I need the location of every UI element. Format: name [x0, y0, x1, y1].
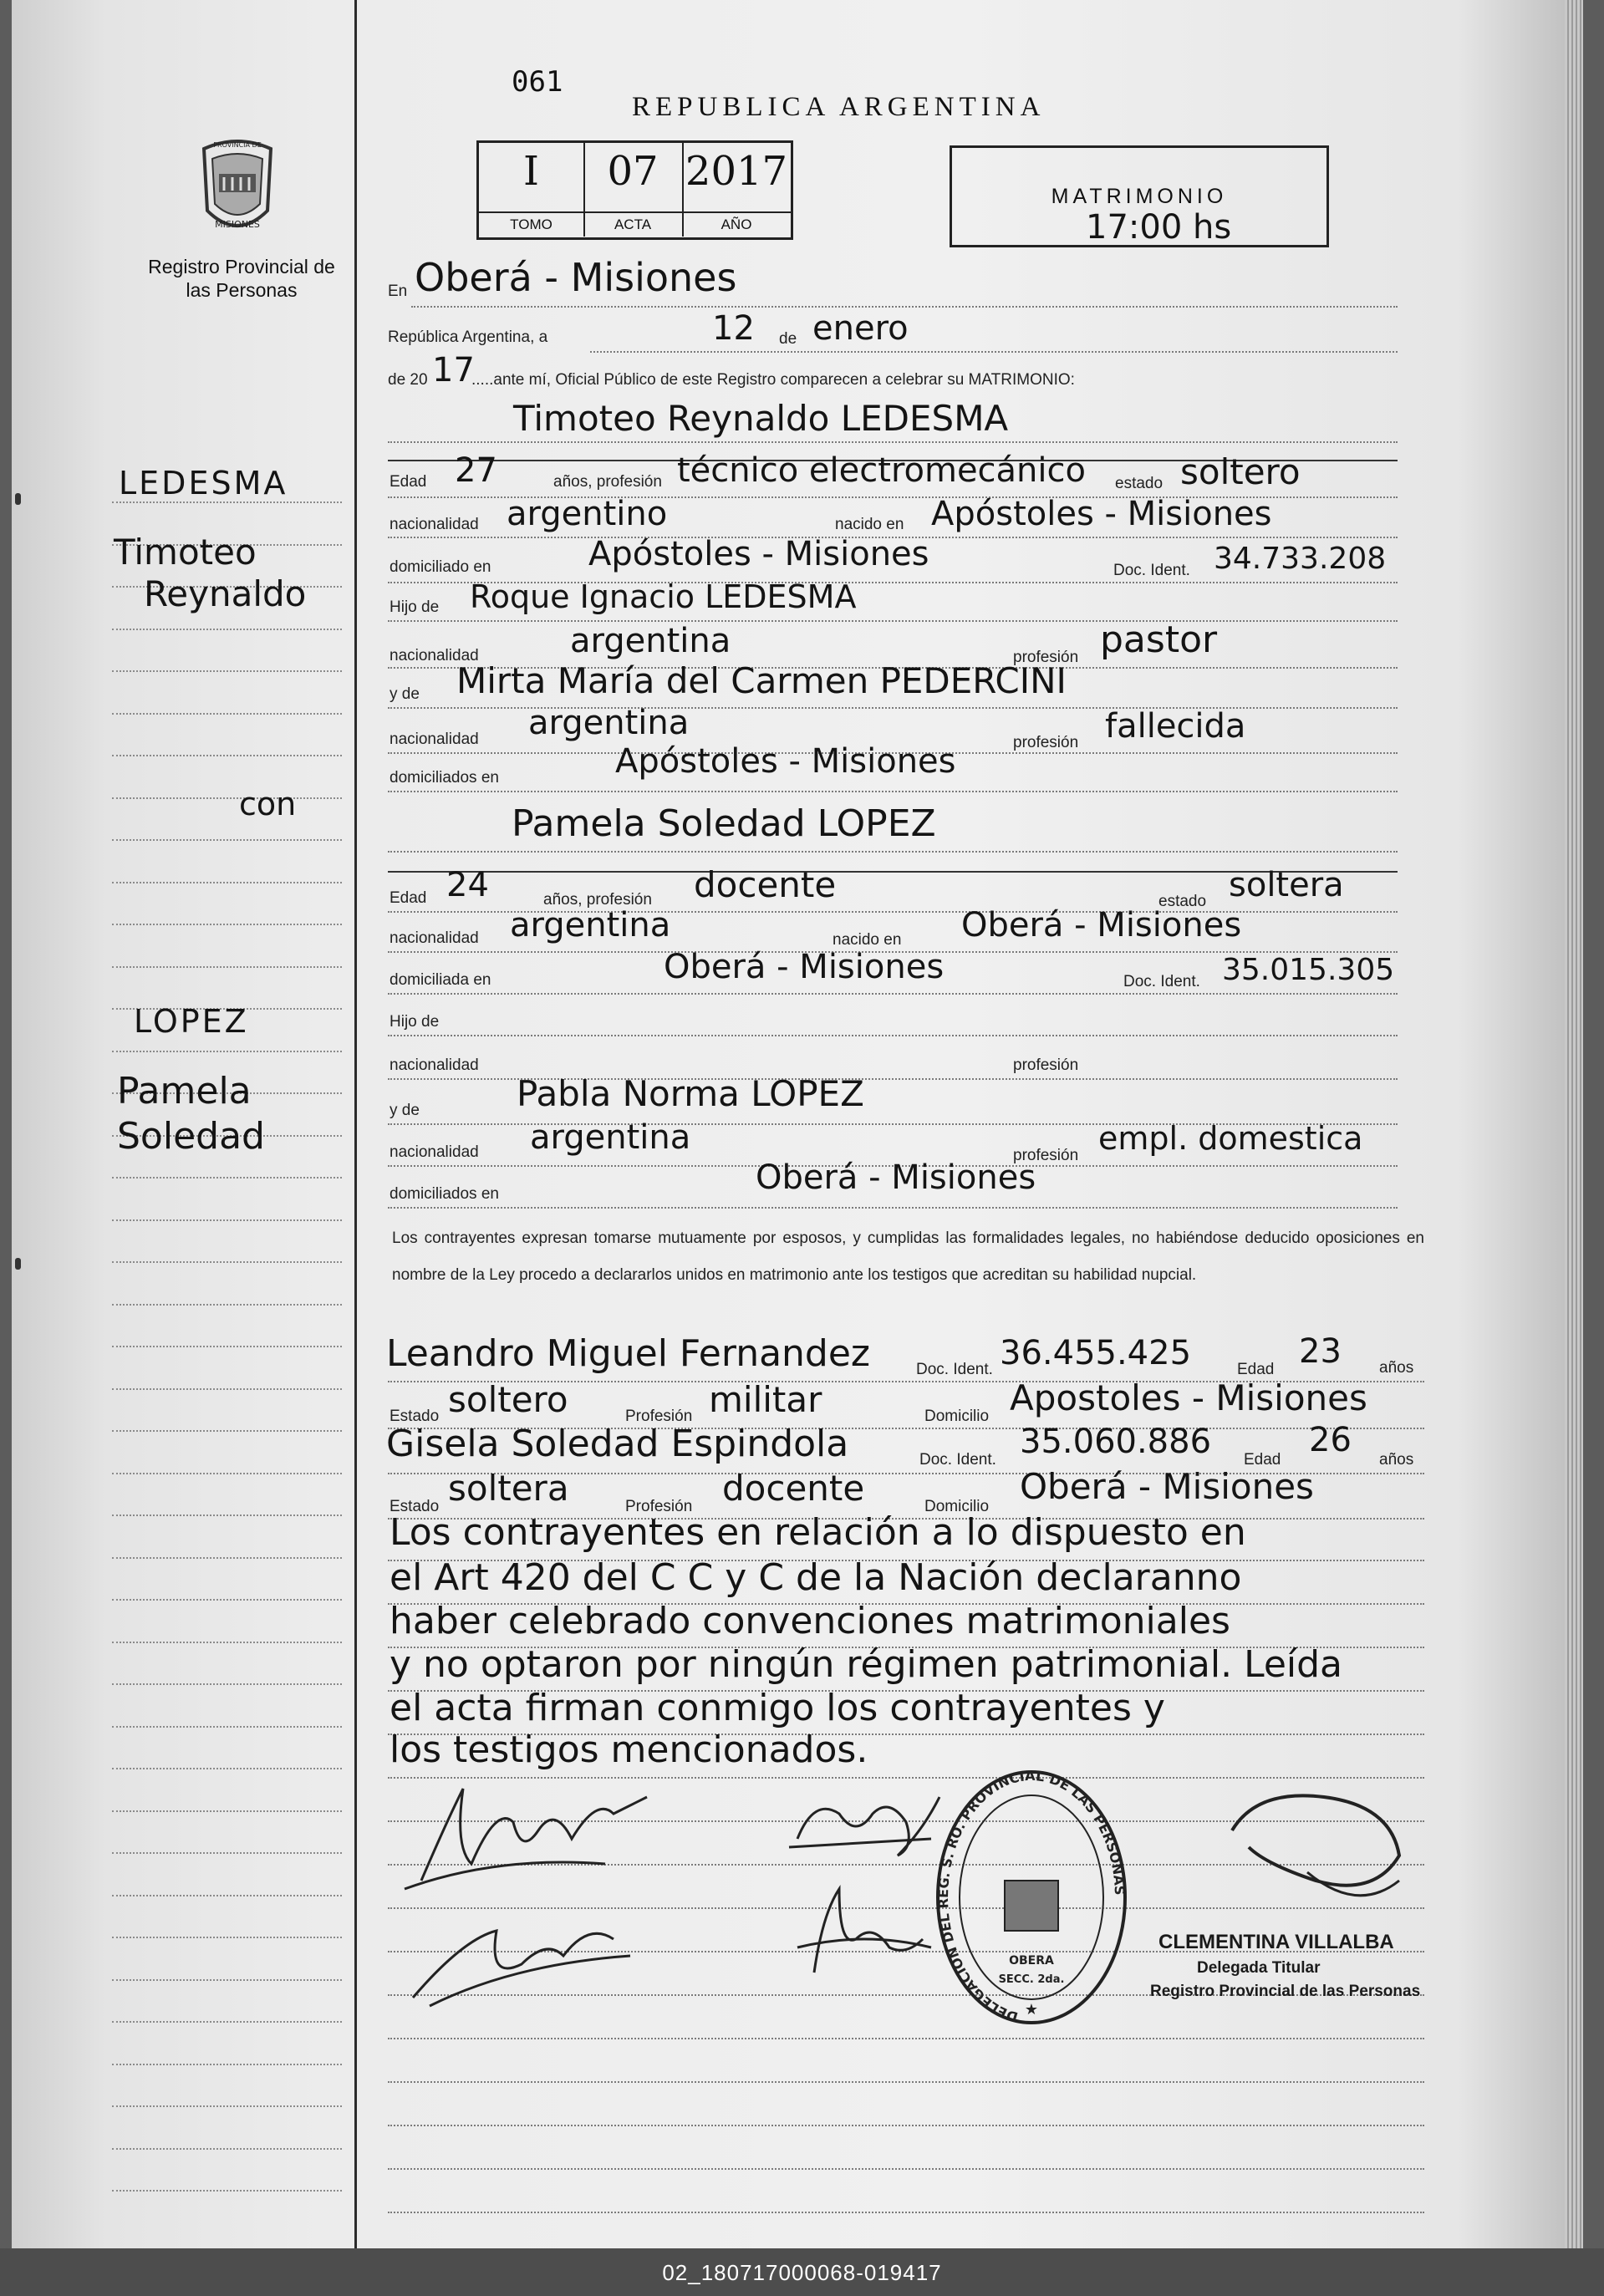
margin-rule-line [112, 2105, 342, 2107]
groom-nationality: argentino [507, 495, 668, 533]
official-office: Registro Provincial de las Personas [1150, 1983, 1421, 2000]
witness-2-estado-label: Estado [390, 1498, 440, 1515]
groom-mother-profession: fallecida [1105, 707, 1246, 746]
witness-2-dom-label: Domicilio [924, 1498, 990, 1515]
margin-rule-line [112, 1177, 342, 1179]
margin-rule-line [112, 882, 342, 883]
seal-inner-2: SECC. 2da. [998, 1973, 1065, 1986]
de-label: de [779, 330, 797, 348]
note-line: haber celebrado convenciones matrimoniales [390, 1600, 1230, 1642]
margin-rule-line [112, 1726, 342, 1728]
tomo-caption: TOMO [479, 211, 583, 237]
margin-rule-line [112, 797, 342, 799]
witness-2-name: Gisela Soledad Espindola [386, 1423, 849, 1465]
groom-father-nationality: argentina [570, 622, 731, 660]
mother-yde-label: y de [390, 685, 420, 703]
bride-profession: docente [694, 864, 837, 905]
witness-1-domicile: Apostoles - Misiones [1010, 1377, 1367, 1418]
margin-rule-line [112, 924, 342, 925]
margin-rule-line [112, 1683, 342, 1685]
registry-label: Registro Provincial de las Personas [148, 256, 335, 301]
groom-estado-label: estado [1115, 475, 1164, 492]
official-seal [931, 1764, 1132, 2039]
father-nac-label: nacionalidad [390, 647, 479, 664]
margin-rule-line [112, 1979, 342, 1981]
bride-age: 24 [446, 866, 489, 904]
bride-domiciliada-label: domiciliada en [390, 971, 491, 989]
tomo-cell [479, 143, 585, 237]
bride-full-name: Pamela Soledad LOPEZ [512, 802, 936, 845]
margin-rule-line [112, 1304, 342, 1306]
bride-mother-profession: empl. domestica [1098, 1120, 1363, 1157]
bride-mother-yde-label: y de [390, 1102, 420, 1119]
year-prefix: de 20 [388, 371, 428, 389]
anio-cell [682, 143, 791, 237]
image-footer [0, 2248, 1604, 2296]
rule [388, 2081, 1424, 2083]
rule [590, 351, 1398, 353]
witness-2-doc-label: Doc. Ident. [919, 1451, 996, 1469]
rule [388, 1035, 1398, 1036]
margin-rule-line [112, 1346, 342, 1347]
rule [388, 2168, 1424, 2170]
svg-text:★: ★ [1024, 2001, 1039, 2018]
year-suffix: 17 [432, 351, 475, 389]
tomo-value: I [523, 148, 539, 195]
bride-mother-nationality: argentina [530, 1118, 691, 1157]
rule [388, 2212, 1424, 2213]
margin-rule-line [112, 1810, 342, 1812]
image-code: 02_180717000068-019417 [662, 2260, 942, 2285]
margin-rule-line [112, 2148, 342, 2150]
record-type-box [950, 145, 1329, 247]
witness-2-profession: docente [722, 1468, 865, 1509]
seal-inner-1: OBERA [1009, 1954, 1054, 1968]
groom-father-profession: pastor [1100, 619, 1218, 661]
margin-rule-line [112, 1852, 342, 1854]
groom-age: 27 [455, 451, 497, 490]
anio-value: 2017 [685, 148, 788, 195]
place: Oberá - Misiones [415, 255, 737, 300]
rule [388, 441, 1398, 443]
margin-rule-line [112, 670, 342, 672]
margin-groom-given-2: Reynaldo [144, 573, 307, 614]
groom-nacido-label: nacido en [835, 516, 904, 533]
bride-father-prof-label: profesión [1013, 1056, 1079, 1074]
country-title: REPUBLICA ARGENTINA [632, 92, 1046, 122]
margin-rule-line [112, 966, 342, 968]
groom-domiciliado-label: domiciliado en [390, 558, 491, 576]
groom-father: Roque Ignacio LEDESMA [470, 578, 857, 615]
rule [388, 2125, 1424, 2126]
bride-domicile: Oberá - Misiones [664, 948, 945, 986]
rule [411, 306, 1398, 308]
groom-birthplace: Apóstoles - Misiones [931, 495, 1272, 533]
margin-rule-line [112, 2021, 342, 2023]
margin-bride-surname: LOPEZ [134, 1003, 249, 1040]
signature-groom [396, 1772, 672, 1906]
margin-rule-line [112, 501, 342, 503]
rule [388, 2038, 1424, 2039]
seal-ring-text: DELEGACION DEL REG. S. RO. PROVINCIAL DE LAS PERSONAS [934, 1767, 1128, 2026]
margin-rule-line [112, 713, 342, 715]
crest-top-text: PROVINCIA DE [213, 141, 262, 149]
groom-hijo-label: Hijo de [390, 598, 440, 616]
witness-1-dom-label: Domicilio [924, 1408, 990, 1425]
volume-box [476, 140, 793, 240]
witness-2-status: soltera [448, 1468, 569, 1509]
margin-rule-line [112, 629, 342, 630]
groom-civil-status: soltero [1180, 451, 1301, 492]
acta-caption: ACTA [583, 211, 682, 237]
provincial-crest-icon [187, 134, 288, 242]
bride-civil-status: soltera [1229, 866, 1344, 904]
note-line: y no optaron por ningún régimen patrimonial. Leída [390, 1643, 1343, 1686]
margin-rule-line [112, 1261, 342, 1263]
margin-bride-given-2: Soledad [117, 1115, 265, 1158]
groom-parents-domicile: Apóstoles - Misiones [615, 742, 956, 781]
bride-nationality: argentina [510, 906, 671, 944]
bride-father-nac-label: nacionalidad [390, 1056, 479, 1074]
binding-hole [15, 1258, 21, 1270]
binding-hole [15, 493, 21, 505]
groom-edad-label: Edad [390, 473, 427, 491]
bride-edad-label: Edad [390, 889, 427, 907]
bride-birthplace: Oberá - Misiones [961, 906, 1242, 944]
bride-hijo-label: Hijo de [390, 1013, 440, 1031]
witness-2-edad-label: Edad [1244, 1451, 1281, 1469]
signature-witness-2 [781, 1881, 948, 1989]
witness-1-anios-label: años [1379, 1359, 1414, 1377]
margin-rule-line [112, 1515, 342, 1516]
margin-rule-line [112, 1219, 342, 1221]
parents-dom-label: domiciliados en [390, 769, 499, 787]
bride-parents-domicile: Oberá - Misiones [756, 1158, 1036, 1197]
bride-parents-dom-label: domiciliados en [390, 1185, 499, 1203]
witness-1-edad-label: Edad [1237, 1361, 1275, 1378]
appearance-statement: .....ante mí, Oficial Público de este Registro comparecen a celebrar su MATRIMONIO: [471, 371, 1075, 389]
groom-nac-label: nacionalidad [390, 516, 479, 533]
signature-witness-1 [781, 1780, 948, 1872]
acta-cell [583, 143, 684, 237]
witness-1-age: 23 [1299, 1332, 1342, 1371]
margin-rule [354, 0, 357, 2248]
margin-groom-given-1: Timoteo [114, 532, 257, 573]
margin-rule-line [112, 2190, 342, 2192]
margin-rule-line [112, 1051, 342, 1052]
note-line: Los contrayentes en relación a lo dispuesto en [390, 1511, 1246, 1554]
bride-doc: 35.015.305 [1222, 953, 1395, 987]
rule [388, 993, 1398, 995]
witness-2-doc: 35.060.886 [1020, 1423, 1212, 1461]
bride-mother: Pabla Norma LOPEZ [517, 1073, 864, 1114]
witness-2-domicile: Oberá - Misiones [1020, 1466, 1314, 1507]
margin-groom-surname: LEDESMA [119, 465, 288, 501]
margin-rule-line [112, 1642, 342, 1643]
margin-rule-line [112, 1895, 342, 1896]
bride-mother-prof-label: profesión [1013, 1147, 1079, 1164]
acta-value: 07 [607, 148, 659, 195]
record-type-title: MATRIMONIO [1051, 185, 1228, 208]
month: enero [812, 309, 909, 348]
margin-rule-line [112, 1473, 342, 1474]
mother-nac-label: nacionalidad [390, 731, 479, 748]
margin-rule-line [112, 1557, 342, 1559]
groom-full-name: Timoteo Reynaldo LEDESMA [513, 398, 1009, 439]
groom-domicile: Apóstoles - Misiones [588, 535, 929, 573]
margin-rule-line [112, 1599, 342, 1601]
crest-bottom-text: MISIONES [215, 219, 260, 230]
declaration-paragraph: Los contrayentes expresan tomarse mutuamente por esposos, y cumplidas las formalidades legales, no habiéndose deducido oposiciones en nombre de la Ley procedo a declararlos unidos en matrimonio ante los testigos que acreditan su habilidad nupcial. [392, 1229, 1424, 1284]
witness-1-name: Leandro Miguel Fernandez [386, 1332, 871, 1375]
mother-prof-label: profesión [1013, 734, 1079, 751]
signature-official [1207, 1780, 1416, 1906]
rule [388, 1207, 1398, 1209]
official-name: CLEMENTINA VILLALBA [1158, 1931, 1394, 1953]
margin-rule-line [112, 1430, 342, 1432]
father-prof-label: profesión [1013, 649, 1079, 666]
bride-doc-label: Doc. Ident. [1123, 973, 1200, 990]
witness-1-estado-label: Estado [390, 1408, 440, 1425]
bride-nac-label: nacionalidad [390, 929, 479, 947]
official-role: Delegada Titular [1197, 1959, 1321, 1977]
en-label: En [388, 283, 408, 300]
rule [388, 620, 1398, 622]
witness-2-anios-label: años [1379, 1451, 1414, 1469]
margin-rule-line [112, 839, 342, 841]
margin-rule-line [112, 1937, 342, 1938]
witness-1-doc-label: Doc. Ident. [916, 1361, 993, 1378]
anio-caption: AÑO [682, 211, 791, 237]
groom-anios-label: años, profesión [553, 473, 662, 491]
signature-bride [396, 1906, 647, 2023]
margin-rule-line [112, 2064, 342, 2065]
groom-mother-nationality: argentina [528, 704, 690, 742]
note-line: el Art 420 del C C y C de la Nación declaranno [390, 1556, 1242, 1599]
rule [388, 791, 1398, 792]
margin-rule-line [112, 755, 342, 756]
margin-rule-line [112, 1768, 342, 1769]
page-stack-edge [1565, 0, 1583, 2248]
margin-connector: con [239, 786, 297, 822]
groom-mother: Mirta María del Carmen PEDERCINI [456, 660, 1067, 701]
witness-1-doc: 36.455.425 [1000, 1334, 1192, 1372]
groom-doc: 34.733.208 [1214, 542, 1387, 576]
witness-2-prof-label: Profesión [625, 1498, 693, 1515]
republica-label: República Argentina, a [388, 328, 548, 346]
margin-rule-line [112, 1388, 342, 1390]
note-line: el acta firman conmigo los contrayentes y [390, 1687, 1165, 1729]
margin-bride-given-1: Pamela [117, 1070, 252, 1112]
groom-profession: técnico electromecánico [677, 451, 1086, 490]
witness-1-profession: militar [709, 1379, 822, 1420]
bride-nacido-label: nacido en [833, 931, 902, 949]
bride-anios-label: años, profesión [543, 891, 652, 909]
day: 12 [712, 309, 755, 348]
witness-2-age: 26 [1309, 1421, 1352, 1459]
ceremony-time: 17:00 hs [1086, 208, 1232, 247]
record-page [12, 0, 1583, 2248]
bride-mother-nac-label: nacionalidad [390, 1143, 479, 1161]
rule [388, 851, 1398, 853]
witness-1-status: soltero [448, 1379, 568, 1420]
note-line: los testigos mencionados. [390, 1728, 868, 1771]
folio-number: 061 [512, 65, 563, 99]
bride-estado-label: estado [1158, 893, 1207, 910]
witness-1-prof-label: Profesión [625, 1408, 693, 1425]
groom-doc-label: Doc. Ident. [1113, 562, 1190, 579]
